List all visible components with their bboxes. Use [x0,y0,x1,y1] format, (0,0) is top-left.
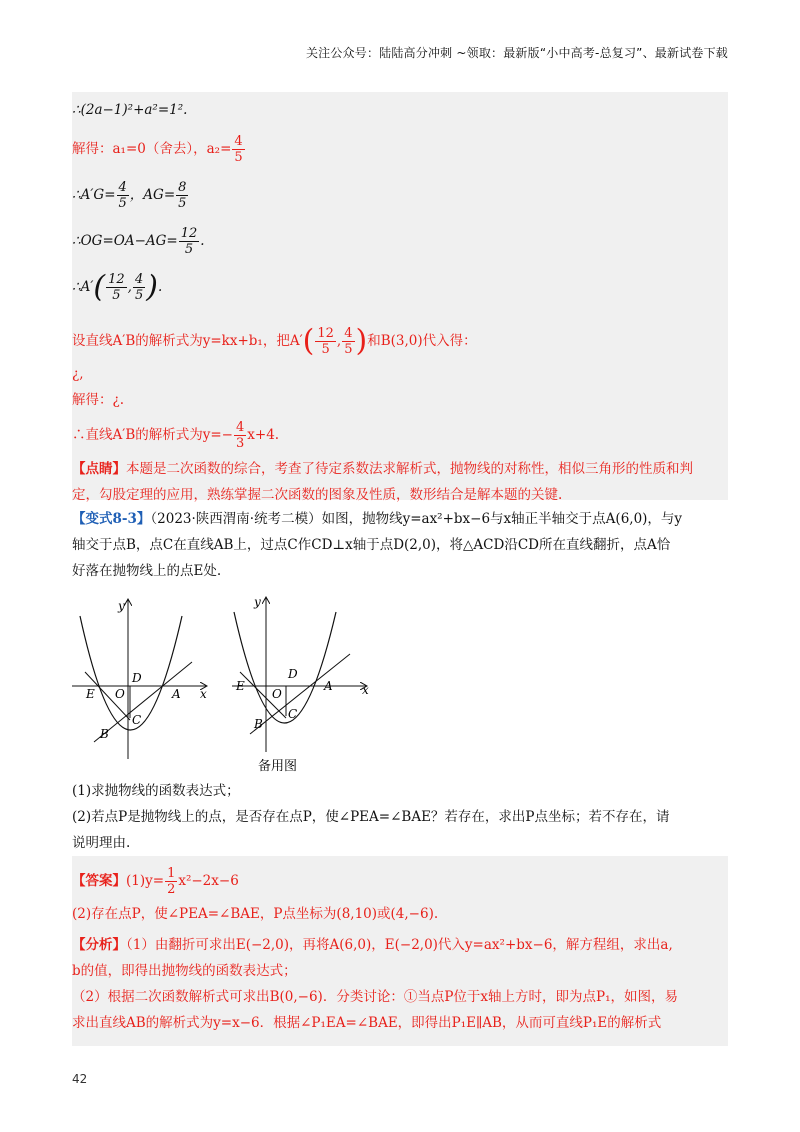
point-a-label: A [172,687,181,701]
answer-tag: 【答案】 [72,873,126,889]
note-paragraph: 【点睛】本题是二次函数的综合，考查了待定系数法求解析式，抛物线的对称性，相似三角形的性质和判 定，勾股定理的应用，熟练掌握二次函数的图象及性质，数形结合是解本题的关键. [72,461,693,503]
problem-statement: 【变式8-3】（2023·陕西渭南·统考二模）如图，抛物线y=ax²+bx−6与x轴正半轴交于点A(6,0)，与y 轴交于点B，点C在直线AB上，过点C作CD⊥x轴于点D(2,0)，将△ACD沿CD所在直线翻折，点A恰 好落在抛物线上的点E处. [72,511,683,579]
point-c-label: C [132,713,142,727]
y-axis-label: y [254,595,261,609]
point-d-label: D [288,667,298,681]
solution-line-1: ∴(2a−1)²+a²=1². [72,102,188,118]
point-b-label: B [254,717,263,731]
question-list [72,778,728,856]
analysis-tag: 【分析】 [72,937,126,953]
problem-tag: 【变式8-3】 [72,511,151,527]
point-d-label: D [132,671,142,685]
question-2-line-2: 说明理由. [72,835,131,851]
solution-line-5: ∴A′( $\frac{12}{5}$ , $\frac{4}{5}$ ). [72,269,163,305]
x-axis-label: x [200,687,207,701]
question-1: (1)求抛物线的函数表达式； [72,783,240,799]
question-2-line-1: (2)若点P是抛物线上的点，是否存在点P，使∠PEA=∠BAE？若存在，求出P点坐标；若不存在，请 [72,809,670,825]
note-tag: 【点睛】 [72,461,126,477]
y-axis-label: y [118,599,125,613]
spare-graph [232,595,369,774]
point-b-label: B [100,727,109,741]
figure-caption: 备用图 [258,759,298,774]
point-e-label: E [86,687,95,701]
answer-line-1: 【答案】(1)y= $\frac{1}{2}$ x²−2x−6 [72,866,239,897]
point-c-label: C [288,707,298,721]
solution-line-8: 解得：¿. [72,392,125,408]
solution-line-9: ∴直线A′B的解析式为y=− $\frac{4}{3}$ x+4. [72,420,280,451]
solution-line-7: ¿, [72,366,84,382]
answer-line-2: (2)存在点P，使∠PEA=∠BAE，P点坐标为(8,10)或(4,−6). [72,906,439,922]
page-number: 42 [72,1072,88,1086]
page-header: 关注公众号：陆陆高分冲刺 ~领取：最新版“小中高考-总复习”、最新试卷下载 [305,46,728,60]
point-e-label: E [236,679,245,693]
origin-label: O [272,687,282,701]
point-a-label: A [324,679,333,693]
solution-line-6: 设直线A′B的解析式为y=kx+b₁，把A′( $\frac{12}{5}$ , $\frac{4}{5}$ )和B(3,0)代入得： [72,323,477,359]
analysis-paragraph: 【分析】（1）由翻折可求出E(−2,0)，再将A(6,0)，E(−2,0)代入y=ax²+bx−6，解方程组，求出a, b的值，即得出抛物线的函数表达式； （2）根据二次函数解析式可求出B(0,−6)．分类讨论：①当点P位于x轴上方时，即为点P₁，如图，易 求出直线AB的解析式为y=x−6．根据∠P₁EA=∠BAE，即得出P₁E∥AB，从而可直线P₁E的解析式 [72,937,679,1031]
solution-line-4: ∴OG=OA−AG= $\frac{12}{5}$ . [72,226,205,257]
main-graph [72,599,207,759]
origin-label: O [115,687,125,701]
solution-line-2: 解得：a₁=0（舍去），a₂= $\frac{4}{5}$ [72,134,243,165]
x-axis-label: x [362,683,369,697]
parabola-figure [66,594,386,784]
solution-line-3: ∴A′G= $\frac{4}{5}$ ，AG= $\frac{8}{5}$ [72,180,187,211]
